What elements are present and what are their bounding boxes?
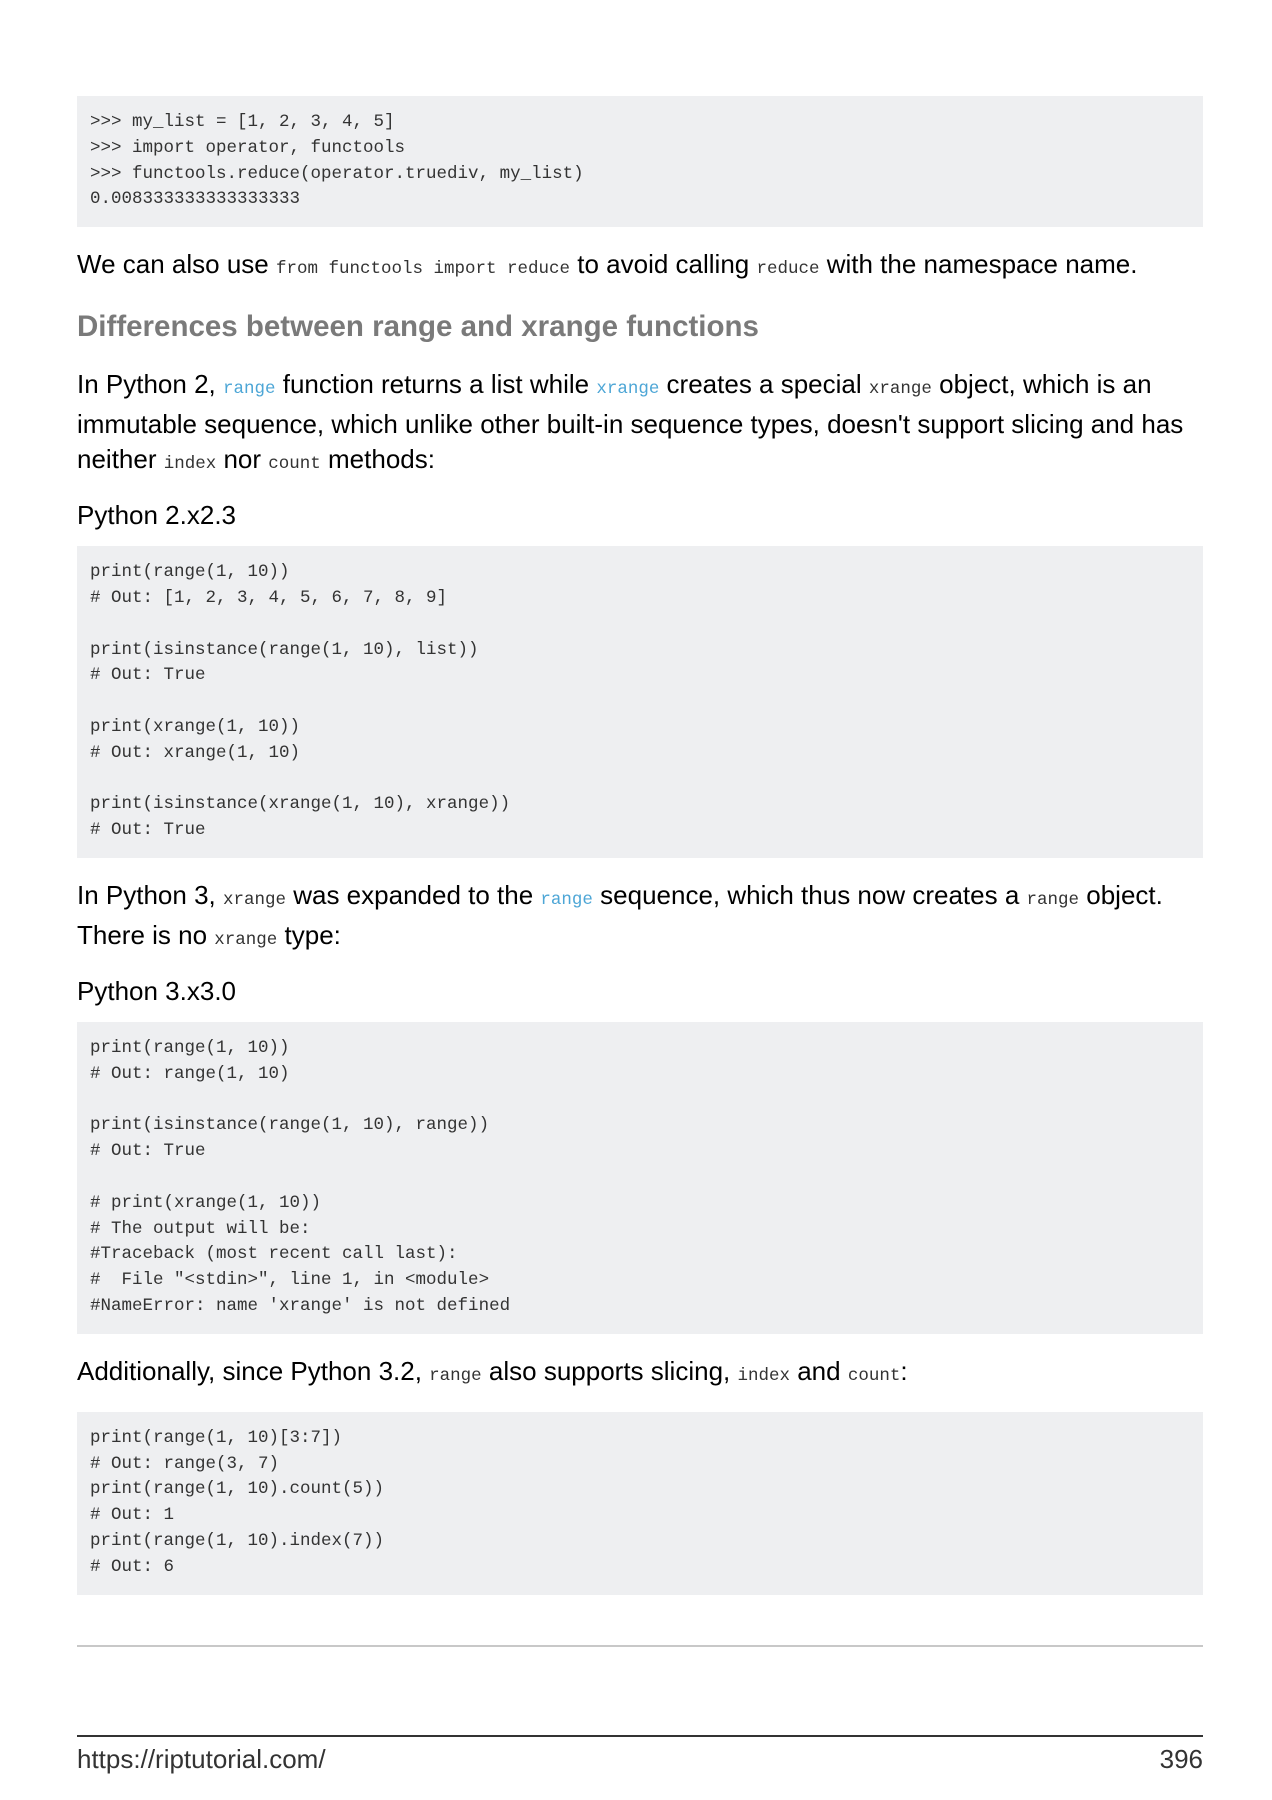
page-number: 396: [1159, 1744, 1203, 1774]
xrange-link[interactable]: xrange: [596, 379, 660, 400]
text-span: Additionally, since Python 3.2,: [77, 1355, 430, 1386]
code-block-range-methods: print(range(1, 10)[3:7]) # Out: range(3, 7) print(range(1, 10).count(5)) # Out: 1 print(range(1, 10).index(7)) # Out: 6: [77, 1412, 1203, 1595]
text-span: object, which is an immutable sequence, which unlike other built-in sequence types, doesn't support slicing and has neither: [77, 369, 1184, 475]
text-span: and: [790, 1355, 848, 1386]
version-label-python3: Python 3.x3.0: [77, 975, 236, 1006]
text-span: with the namespace name.: [819, 249, 1138, 280]
text-span: sequence, which thus now creates a: [592, 879, 1027, 910]
inline-code: index: [737, 1365, 790, 1386]
text-span: nor: [216, 444, 269, 475]
paragraph-python3-range: [77, 878, 1203, 958]
text-span: function returns a list while: [275, 369, 597, 400]
inline-code: count: [847, 1365, 901, 1386]
text-span: also supports slicing,: [481, 1355, 738, 1386]
code-block-reduce: >>> my_list = [1, 2, 3, 4, 5] >>> import operator, functools >>> functools.reduce(operator.truediv, my_list) 0.008333333333333333: [77, 96, 1203, 227]
text-span: to avoid calling: [570, 249, 757, 280]
text-span: was expanded to the: [286, 879, 541, 910]
inline-code: reduce: [756, 259, 820, 280]
paragraph-reduce-import: [77, 247, 1203, 287]
paragraph-range-slicing: [77, 1354, 1203, 1394]
text-span: :: [900, 1355, 908, 1386]
inline-code: from functools import reduce: [275, 259, 571, 280]
inline-code: range: [429, 1365, 482, 1386]
inline-code: range: [1026, 889, 1080, 910]
text-span: creates a special: [659, 369, 869, 400]
range-link[interactable]: range: [540, 889, 593, 910]
range-link[interactable]: range: [222, 379, 276, 400]
inline-code: count: [268, 454, 321, 475]
code-block-python3: print(range(1, 10)) # Out: range(1, 10) print(isinstance(range(1, 10), range)) # Out: True # print(xrange(1, 10)) # The output will be: #Traceback (most recent call last): # File "<stdin>", line 1, in <module> #NameError: name 'xrange' is not defined: [77, 1022, 1203, 1334]
inline-code: xrange: [222, 889, 286, 910]
text-span: methods:: [320, 444, 435, 475]
inline-code: xrange: [214, 929, 278, 950]
inline-code: xrange: [868, 379, 932, 400]
version-label-python2: Python 2.x2.3: [77, 500, 236, 531]
paragraph-python2-range: [77, 367, 1203, 482]
content-divider: [77, 1645, 1203, 1647]
page-content: [77, 96, 1203, 1595]
inline-code: index: [163, 454, 217, 475]
text-span: object. There is no: [77, 879, 1163, 950]
text-span: In Python 2,: [77, 369, 223, 400]
page-footer: [77, 1742, 1203, 1776]
text-span: type:: [277, 919, 341, 950]
footer-url[interactable]: https://riptutorial.com/: [77, 1744, 326, 1774]
text-span: We can also use: [77, 249, 276, 280]
footer-divider: [77, 1735, 1203, 1737]
code-block-python2: print(range(1, 10)) # Out: [1, 2, 3, 4, 5, 6, 7, 8, 9] print(isinstance(range(1, 10), list)) # Out: True print(xrange(1, 10)) # Out: xrange(1, 10) print(isinstance(xrange(1, 10), xrange)) # Out: True: [77, 546, 1203, 858]
text-span: In Python 3,: [77, 879, 223, 910]
section-heading: Differences between range and xrange functions: [77, 310, 759, 344]
